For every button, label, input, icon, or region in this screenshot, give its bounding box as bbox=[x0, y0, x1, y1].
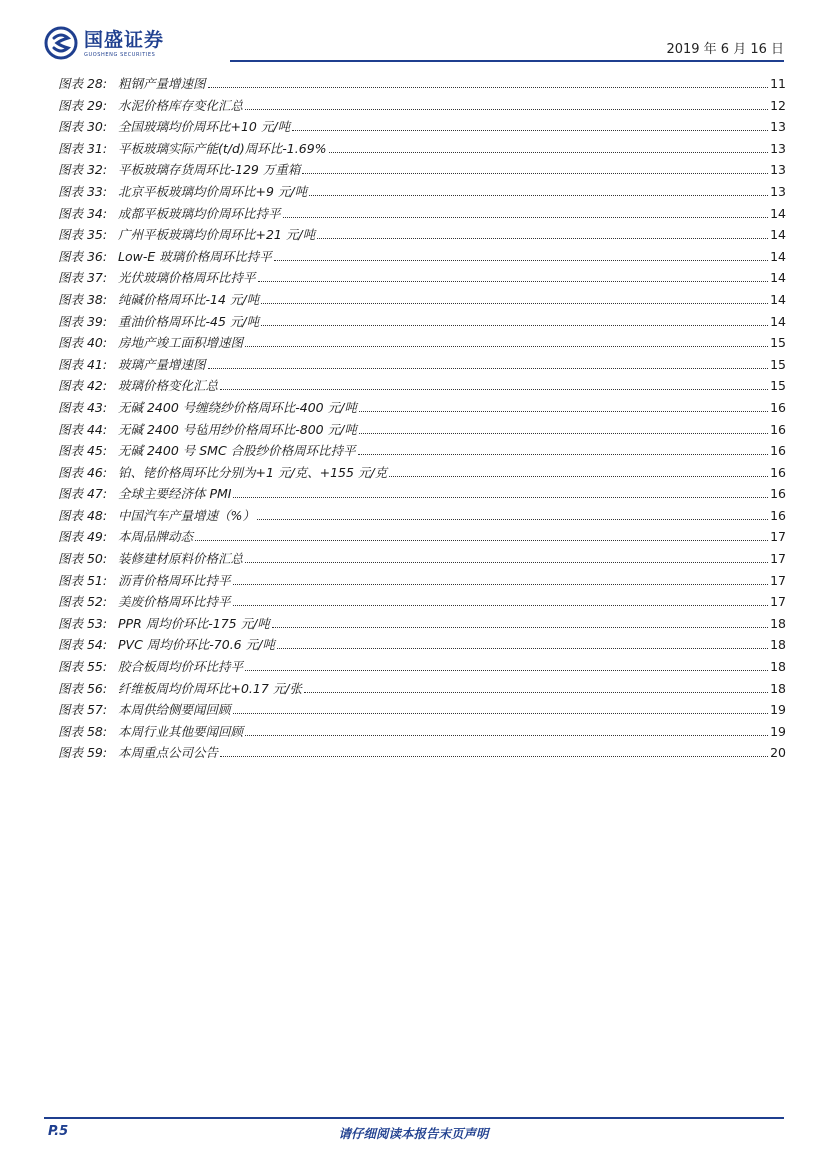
toc-entry-label bbox=[58, 268, 256, 286]
toc-dot-leader bbox=[272, 627, 768, 628]
toc-entry-label bbox=[58, 74, 206, 92]
toc-entry[interactable] bbox=[58, 376, 786, 398]
toc-figure-number: 图表 46: bbox=[58, 464, 108, 480]
toc-entry-label bbox=[58, 722, 243, 740]
toc-figure-title: 美废价格周环比持平 bbox=[118, 594, 231, 610]
toc-entry[interactable] bbox=[58, 679, 786, 701]
toc-entry[interactable] bbox=[58, 290, 786, 312]
toc-dot-leader bbox=[233, 584, 769, 585]
toc-entry[interactable] bbox=[58, 700, 786, 722]
toc-dot-leader bbox=[245, 670, 768, 671]
toc-page-number: 18 bbox=[770, 659, 786, 675]
toc-page-number: 12 bbox=[770, 97, 786, 113]
toc-entry-label bbox=[58, 355, 206, 373]
toc-figure-title: 北京平板玻璃均价周环比+9 元/吨 bbox=[118, 183, 308, 199]
toc-dot-leader bbox=[258, 281, 769, 282]
toc-figure-title: 中国汽车产量增速（%） bbox=[118, 507, 255, 523]
toc-figure-title: 纯碱价格周环比-14 元/吨 bbox=[118, 291, 260, 307]
toc-dot-leader bbox=[208, 368, 769, 369]
toc-dot-leader bbox=[208, 87, 769, 88]
toc-figure-number: 图表 42: bbox=[58, 378, 108, 394]
toc-dot-leader bbox=[283, 217, 769, 218]
toc-figure-number: 图表 55: bbox=[58, 659, 108, 675]
toc-figure-title: 本周供给侧要闻回顾 bbox=[118, 702, 231, 718]
toc-page-number: 16 bbox=[770, 443, 786, 459]
toc-figure-number: 图表 44: bbox=[58, 421, 108, 437]
toc-dot-leader bbox=[233, 713, 769, 714]
toc-entry-label bbox=[58, 96, 243, 114]
toc-figure-title: 房地产竣工面积增速图 bbox=[118, 335, 244, 351]
toc-figure-title: 本周重点公司公告 bbox=[118, 745, 219, 761]
toc-figure-title: 光伏玻璃价格周环比持平 bbox=[118, 270, 256, 286]
toc-figure-number: 图表 56: bbox=[58, 680, 108, 696]
toc-dot-leader bbox=[359, 433, 768, 434]
toc-entry-label bbox=[58, 420, 357, 438]
toc-figure-number: 图表 40: bbox=[58, 335, 108, 351]
toc-entry-label bbox=[58, 312, 259, 330]
toc-dot-leader bbox=[359, 411, 768, 412]
toc-entry-label bbox=[58, 117, 290, 135]
toc-page-number: 16 bbox=[770, 507, 786, 523]
toc-dot-leader bbox=[389, 476, 768, 477]
toc-dot-leader bbox=[261, 325, 768, 326]
toc-entry-label bbox=[58, 592, 231, 610]
toc-entry[interactable] bbox=[58, 96, 786, 118]
toc-figure-number: 图表 57: bbox=[58, 702, 108, 718]
toc-entry[interactable] bbox=[58, 268, 786, 290]
toc-entry[interactable] bbox=[58, 592, 786, 614]
toc-dot-leader bbox=[358, 454, 768, 455]
toc-dot-leader bbox=[317, 238, 768, 239]
toc-figure-number: 图表 51: bbox=[58, 572, 108, 588]
toc-entry[interactable] bbox=[58, 74, 786, 96]
page-header bbox=[44, 22, 784, 62]
toc-entry[interactable] bbox=[58, 247, 786, 269]
toc-dot-leader bbox=[233, 497, 768, 498]
toc-entry-label bbox=[58, 398, 357, 416]
toc-entry-label bbox=[58, 506, 255, 524]
toc-page-number: 16 bbox=[770, 399, 786, 415]
toc-entry-label bbox=[58, 549, 243, 567]
toc-entry[interactable] bbox=[58, 571, 786, 593]
toc-dot-leader bbox=[274, 260, 768, 261]
toc-figure-title: 平板玻璃实际产能(t/d)周环比-1.69% bbox=[118, 140, 327, 156]
header-divider bbox=[230, 60, 784, 62]
toc-entry[interactable] bbox=[58, 160, 786, 182]
toc-page-number: 16 bbox=[770, 486, 786, 502]
toc-figure-title: PPR 周均价环比-175 元/吨 bbox=[118, 615, 270, 631]
toc-page-number: 16 bbox=[770, 464, 786, 480]
toc-dot-leader bbox=[277, 648, 768, 649]
toc-figure-title: Low-E 玻璃价格周环比持平 bbox=[118, 248, 272, 264]
toc-figure-number: 图表 43: bbox=[58, 399, 108, 415]
toc-figure-number: 图表 47: bbox=[58, 486, 108, 502]
toc-entry-label bbox=[58, 333, 243, 351]
toc-entry-label bbox=[58, 743, 218, 761]
toc-entry[interactable] bbox=[58, 506, 786, 528]
toc-dot-leader bbox=[302, 173, 768, 174]
toc-entry-label bbox=[58, 160, 300, 178]
toc-figure-title: 胶合板周均价环比持平 bbox=[118, 659, 244, 675]
disclaimer-note: 请仔细阅读本报告末页声明 bbox=[338, 1126, 489, 1141]
toc-entry[interactable] bbox=[58, 355, 786, 377]
toc-page-number: 17 bbox=[770, 529, 786, 545]
toc-figure-title: 本周品牌动态 bbox=[118, 529, 194, 545]
toc-figure-number: 图表 45: bbox=[58, 443, 108, 459]
toc-entry-label bbox=[58, 463, 387, 481]
toc-entry-label bbox=[58, 484, 231, 502]
toc-page-number: 13 bbox=[770, 119, 786, 135]
toc-figure-title: 水泥价格库存变化汇总 bbox=[118, 97, 244, 113]
brand-name: 国盛证券 bbox=[84, 28, 165, 51]
page-number: P.5 bbox=[48, 1124, 69, 1139]
toc-page-number: 15 bbox=[770, 356, 786, 372]
figure-list bbox=[58, 74, 786, 765]
toc-figure-number: 图表 52: bbox=[58, 594, 108, 610]
toc-figure-number: 图表 53: bbox=[58, 615, 108, 631]
toc-figure-title: 广州平板玻璃均价周环比+21 元/吨 bbox=[118, 227, 316, 243]
toc-dot-leader bbox=[220, 756, 768, 757]
toc-entry[interactable] bbox=[58, 463, 786, 485]
toc-page-number: 14 bbox=[770, 270, 786, 286]
toc-entry[interactable] bbox=[58, 657, 786, 679]
toc-figure-title: 无碱 2400 号毡用纱价格周环比-800 元/吨 bbox=[118, 421, 357, 437]
toc-page-number: 20 bbox=[770, 745, 786, 761]
toc-page-number: 16 bbox=[770, 421, 786, 437]
toc-figure-title: 玻璃价格变化汇总 bbox=[118, 378, 219, 394]
toc-figure-title: 铂、铑价格周环比分别为+1 元/克、+155 元/克 bbox=[118, 464, 388, 480]
toc-figure-number: 图表 35: bbox=[58, 227, 108, 243]
toc-figure-number: 图表 39: bbox=[58, 313, 108, 329]
toc-figure-number: 图表 41: bbox=[58, 356, 108, 372]
toc-page-number: 14 bbox=[770, 248, 786, 264]
toc-figure-title: 沥青价格周环比持平 bbox=[118, 572, 231, 588]
toc-dot-leader bbox=[261, 303, 768, 304]
toc-dot-leader bbox=[304, 692, 768, 693]
toc-figure-number: 图表 54: bbox=[58, 637, 108, 653]
toc-dot-leader bbox=[245, 735, 768, 736]
toc-page-number: 11 bbox=[770, 76, 786, 91]
toc-figure-number: 图表 30: bbox=[58, 119, 108, 135]
toc-figure-number: 图表 59: bbox=[58, 745, 108, 761]
toc-dot-leader bbox=[245, 109, 768, 110]
toc-figure-title: 全球主要经济体 PMI bbox=[118, 486, 232, 502]
toc-dot-leader bbox=[329, 152, 769, 153]
toc-figure-title: 重油价格周环比-45 元/吨 bbox=[118, 313, 260, 329]
toc-entry-label bbox=[58, 527, 193, 545]
toc-entry[interactable] bbox=[58, 614, 786, 636]
toc-entry-label bbox=[58, 657, 243, 675]
toc-figure-number: 图表 28: bbox=[58, 76, 108, 91]
toc-page-number: 17 bbox=[770, 551, 786, 567]
toc-page-number: 14 bbox=[770, 205, 786, 221]
toc-page-number: 15 bbox=[770, 378, 786, 394]
toc-dot-leader bbox=[257, 519, 768, 520]
toc-figure-title: 无碱 2400 号缠绕纱价格周环比-400 元/吨 bbox=[118, 399, 357, 415]
toc-figure-number: 图表 36: bbox=[58, 248, 108, 264]
toc-entry-label bbox=[58, 225, 315, 243]
toc-page-number: 19 bbox=[770, 702, 786, 718]
toc-page-number: 13 bbox=[770, 162, 786, 178]
toc-entry[interactable] bbox=[58, 117, 786, 139]
toc-entry-label bbox=[58, 290, 259, 308]
toc-entry-label bbox=[58, 441, 356, 459]
toc-entry[interactable] bbox=[58, 398, 786, 420]
toc-entry[interactable] bbox=[58, 635, 786, 657]
toc-figure-number: 图表 38: bbox=[58, 291, 108, 307]
toc-figure-number: 图表 49: bbox=[58, 529, 108, 545]
toc-page-number: 19 bbox=[770, 723, 786, 739]
toc-figure-title: 玻璃产量增速图 bbox=[118, 356, 206, 372]
toc-entry[interactable] bbox=[58, 484, 786, 506]
toc-entry-label bbox=[58, 204, 281, 222]
toc-dot-leader bbox=[195, 540, 768, 541]
guosheng-logo-icon bbox=[44, 26, 78, 60]
toc-entry[interactable] bbox=[58, 182, 786, 204]
toc-entry-label bbox=[58, 571, 231, 589]
toc-dot-leader bbox=[292, 130, 768, 131]
toc-entry-label bbox=[58, 635, 275, 653]
toc-page-number: 14 bbox=[770, 227, 786, 243]
toc-figure-number: 图表 33: bbox=[58, 183, 108, 199]
toc-page-number: 18 bbox=[770, 615, 786, 631]
toc-figure-number: 图表 58: bbox=[58, 723, 108, 739]
toc-entry-label bbox=[58, 182, 307, 200]
toc-figure-title: 全国玻璃均价周环比+10 元/吨 bbox=[118, 119, 291, 135]
footer-divider bbox=[44, 1117, 784, 1119]
toc-entry[interactable] bbox=[58, 527, 786, 549]
toc-figure-number: 图表 34: bbox=[58, 205, 108, 221]
toc-figure-number: 图表 50: bbox=[58, 551, 108, 567]
toc-page-number: 13 bbox=[770, 183, 786, 199]
toc-dot-leader bbox=[245, 346, 768, 347]
toc-entry[interactable] bbox=[58, 333, 786, 355]
toc-page-number: 13 bbox=[770, 140, 786, 156]
toc-page-number: 17 bbox=[770, 594, 786, 610]
toc-page-number: 15 bbox=[770, 335, 786, 351]
toc-figure-title: PVC 周均价环比-70.6 元/吨 bbox=[118, 637, 275, 653]
toc-entry-label bbox=[58, 700, 231, 718]
toc-figure-title: 粗钢产量增速图 bbox=[118, 76, 206, 91]
toc-figure-number: 图表 29: bbox=[58, 97, 108, 113]
brand-subtitle: GUOSHENG SECURITIES bbox=[84, 51, 156, 58]
toc-entry-label bbox=[58, 247, 272, 265]
toc-entry[interactable] bbox=[58, 743, 786, 765]
toc-entry[interactable] bbox=[58, 139, 786, 161]
toc-entry-label bbox=[58, 679, 302, 697]
toc-page-number: 17 bbox=[770, 572, 786, 588]
toc-entry[interactable] bbox=[58, 312, 786, 334]
toc-entry[interactable] bbox=[58, 420, 786, 442]
toc-dot-leader bbox=[309, 195, 768, 196]
toc-entry-label bbox=[58, 139, 327, 157]
toc-figure-title: 装修建材原料价格汇总 bbox=[118, 551, 244, 567]
toc-figure-number: 图表 31: bbox=[58, 140, 108, 156]
toc-entry[interactable] bbox=[58, 722, 786, 744]
toc-figure-number: 图表 32: bbox=[58, 162, 108, 178]
toc-figure-title: 无碱 2400 号 SMC 合股纱价格周环比持平 bbox=[118, 443, 356, 459]
toc-figure-title: 本周行业其他要闻回顾 bbox=[118, 723, 244, 739]
toc-figure-title: 平板玻璃存货周环比-129 万重箱 bbox=[118, 162, 301, 178]
toc-dot-leader bbox=[220, 389, 768, 390]
report-date: 2019 年 6 月 16 日 bbox=[666, 42, 784, 57]
brand-logo bbox=[44, 26, 164, 60]
toc-entry[interactable] bbox=[58, 549, 786, 571]
toc-page-number: 18 bbox=[770, 680, 786, 696]
toc-figure-title: 成都平板玻璃均价周环比持平 bbox=[118, 205, 281, 221]
toc-entry[interactable] bbox=[58, 225, 786, 247]
toc-figure-title: 纤维板周均价周环比+0.17 元/张 bbox=[118, 680, 302, 696]
toc-entry[interactable] bbox=[58, 441, 786, 463]
toc-dot-leader bbox=[233, 605, 769, 606]
toc-entry-label bbox=[58, 376, 218, 394]
toc-entry-label bbox=[58, 614, 270, 632]
toc-figure-number: 图表 48: bbox=[58, 507, 108, 523]
toc-entry[interactable] bbox=[58, 204, 786, 226]
toc-dot-leader bbox=[245, 562, 768, 563]
toc-page-number: 14 bbox=[770, 313, 786, 329]
toc-page-number: 18 bbox=[770, 637, 786, 653]
toc-page-number: 14 bbox=[770, 291, 786, 307]
toc-figure-number: 图表 37: bbox=[58, 270, 108, 286]
